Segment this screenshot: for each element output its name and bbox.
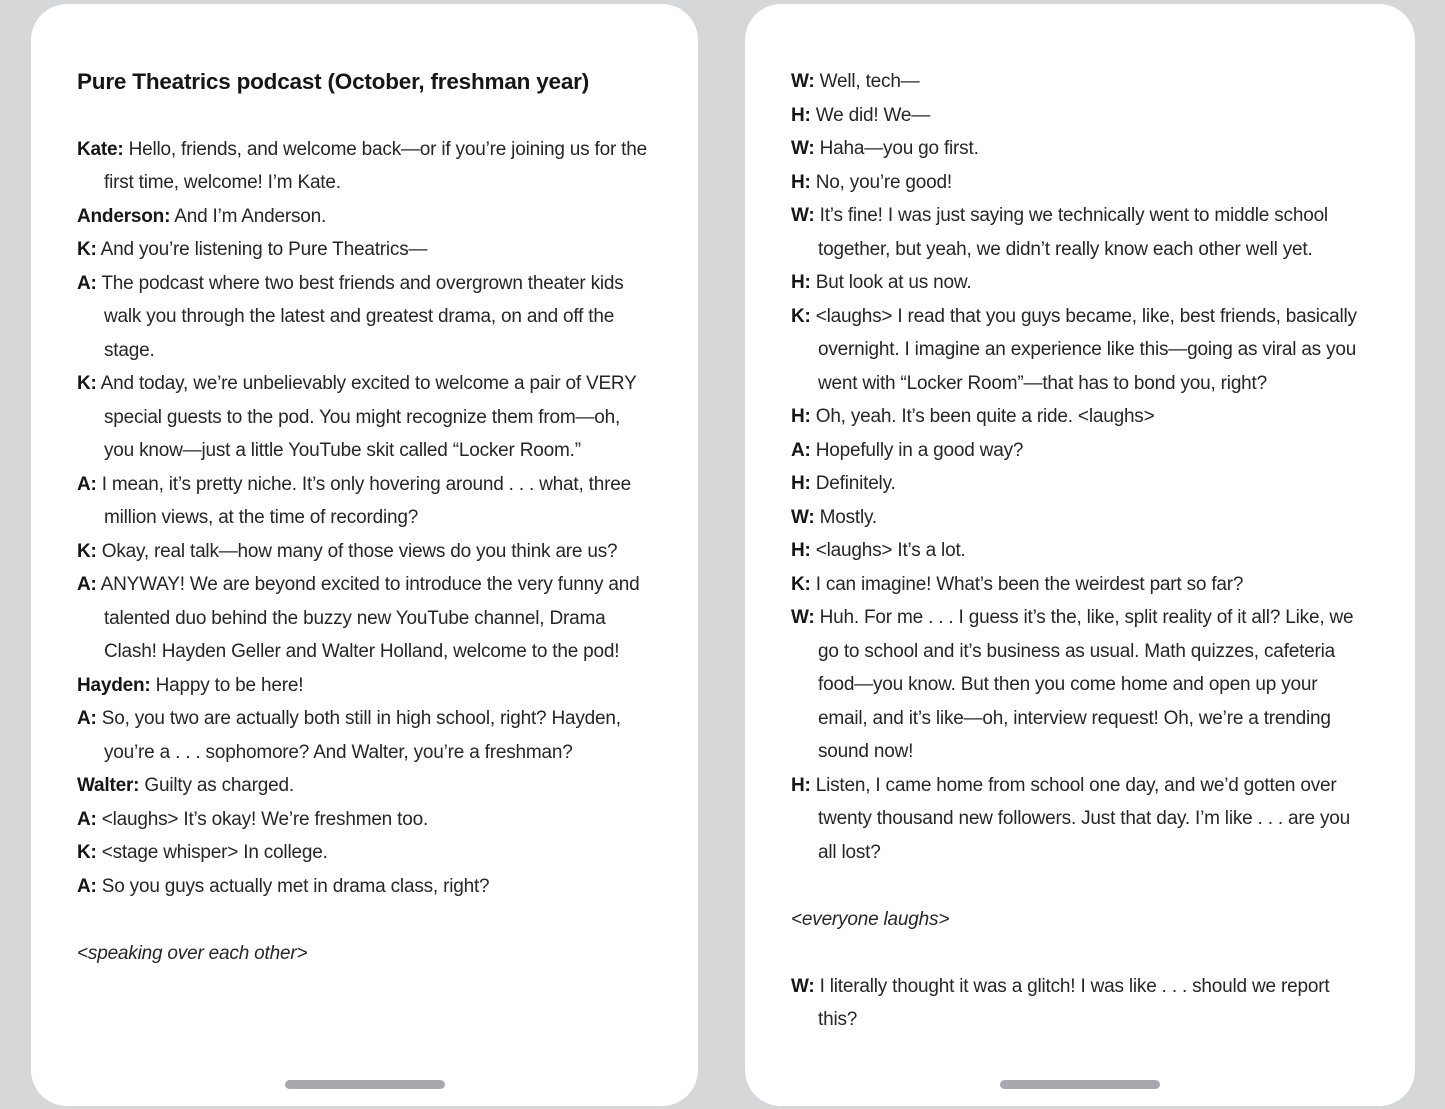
dialogue-line: Kate: Hello, friends, and welcome back—or if you’re joining us for the first time, welcome! I’m Kate. — [77, 138, 647, 193]
speaker-label: W: — [791, 205, 815, 226]
dialogue-line: Walter: Guilty as charged. — [77, 775, 294, 796]
left-page-scroll-handle[interactable] — [285, 1080, 445, 1089]
dialogue-line: A: So you guys actually met in drama class, right? — [77, 875, 490, 897]
speaker-label: A: — [77, 272, 97, 294]
dialogue-line: H: Oh, yeah. It’s been quite a ride. <laughs> — [791, 406, 1155, 427]
speaker-label: H: — [791, 104, 811, 126]
dialogue-line: A: So, you two are actually both still in high school, right? Hayden, you’re a . . . sophomore? And Walter, you’re a freshman? — [77, 708, 621, 763]
speaker-label: A: — [77, 708, 97, 729]
dialogue-line: A: ANYWAY! We are beyond excited to introduce the very funny and talented duo behind the buzzy new YouTube channel, Drama Clash! Hayden Geller and Walter Holland, welcome to the pod! — [77, 574, 640, 662]
right-page-transcript — [791, 65, 1365, 1037]
speaker-label: A: — [77, 875, 97, 897]
speaker-label: H: — [791, 272, 811, 293]
speaker-label: Kate: — [77, 138, 124, 160]
left-page-transcript — [77, 133, 648, 971]
dialogue-line: K: <laughs> I read that you guys became, like, best friends, basically overnight. I imagine an experience like this—going as viral as you went with “Locker Room”—that has to bond you, right? — [791, 305, 1357, 394]
left-page-body — [31, 4, 698, 970]
speaker-label: A: — [77, 473, 97, 495]
dialogue-line: H: <laughs> It’s a lot. — [791, 540, 966, 561]
dialogue-line: K: I can imagine! What’s been the weirdest part so far? — [791, 573, 1244, 595]
speaker-label: A: — [77, 808, 97, 830]
dialogue-line: Anderson: And I’m Anderson. — [77, 205, 327, 227]
dialogue-line: H: We did! We— — [791, 104, 931, 126]
speaker-label: K: — [77, 842, 97, 863]
book-page-left[interactable] — [31, 4, 698, 1106]
dialogue-line: H: Definitely. — [791, 473, 896, 494]
speaker-label: W: — [791, 71, 815, 92]
speaker-label: Walter: — [77, 775, 140, 796]
stage-direction: <speaking over each other> — [77, 942, 308, 964]
right-page-scroll-handle[interactable] — [1000, 1080, 1160, 1089]
dialogue-line: A: Hopefully in a good way? — [791, 439, 1024, 461]
page-title: Pure Theatrics podcast (October, freshman year) — [77, 69, 590, 94]
dialogue-line: K: And today, we’re unbelievably excited to welcome a pair of VERY special guests to the pod. You might recognize them from—oh, you know—just a little YouTube skit called “Locker Room.” — [77, 373, 637, 461]
book-page-right[interactable] — [745, 4, 1415, 1106]
dialogue-line: W: Well, tech— — [791, 71, 920, 92]
dialogue-line: Hayden: Happy to be here! — [77, 674, 304, 696]
dialogue-line: W: I literally thought it was a glitch! I was like . . . should we report this? — [791, 975, 1330, 1030]
dialogue-line: H: But look at us now. — [791, 272, 972, 293]
speaker-label: K: — [77, 373, 97, 394]
dialogue-line: A: The podcast where two best friends and overgrown theater kids walk you through the latest and greatest drama, on and off the stage. — [77, 272, 624, 361]
speaker-label: Hayden: — [77, 674, 151, 696]
speaker-label: Anderson: — [77, 205, 171, 227]
speaker-label: K: — [791, 305, 811, 327]
speaker-label: H: — [791, 171, 811, 193]
speaker-label: W: — [791, 506, 815, 528]
speaker-label: K: — [791, 573, 811, 595]
dialogue-line: K: <stage whisper> In college. — [77, 842, 328, 863]
dialogue-line: A: I mean, it’s pretty niche. It’s only hovering around . . . what, three million views, at the time of recording? — [77, 473, 631, 528]
speaker-label: W: — [791, 975, 815, 997]
speaker-label: H: — [791, 473, 811, 494]
speaker-label: A: — [791, 439, 811, 461]
dialogue-line: W: Mostly. — [791, 506, 877, 528]
speaker-label: W: — [791, 138, 815, 159]
speaker-label: W: — [791, 607, 815, 628]
dialogue-line: K: And you’re listening to Pure Theatrics— — [77, 239, 428, 260]
speaker-label: K: — [77, 239, 97, 260]
right-page-body — [745, 4, 1415, 1037]
speaker-label: H: — [791, 774, 811, 796]
dialogue-line: A: <laughs> It’s okay! We’re freshmen too. — [77, 808, 429, 830]
stage-direction: <everyone laughs> — [791, 908, 950, 930]
dialogue-line: H: No, you’re good! — [791, 171, 952, 193]
dialogue-line: W: Huh. For me . . . I guess it’s the, like, split reality of it all? Like, we go to school and it’s business as usual. Math quizzes, cafeteria food—you know. But then you come home and open up your email, and it’s like—oh, interview request! Oh, we’re a trending sound now! — [791, 607, 1354, 762]
dialogue-line: W: Haha—you go first. — [791, 138, 979, 159]
speaker-label: H: — [791, 406, 811, 427]
dialogue-line: K: Okay, real talk—how many of those views do you think are us? — [77, 540, 618, 562]
dialogue-line: H: Listen, I came home from school one day, and we’d gotten over twenty thousand new followers. Just that day. I’m like . . . are you all lost? — [791, 774, 1351, 863]
speaker-label: K: — [77, 540, 97, 562]
speaker-label: A: — [77, 574, 97, 595]
speaker-label: H: — [791, 540, 811, 561]
dialogue-line: W: It’s fine! I was just saying we technically went to middle school together, but yeah, we didn’t really know each other well yet. — [791, 205, 1328, 260]
